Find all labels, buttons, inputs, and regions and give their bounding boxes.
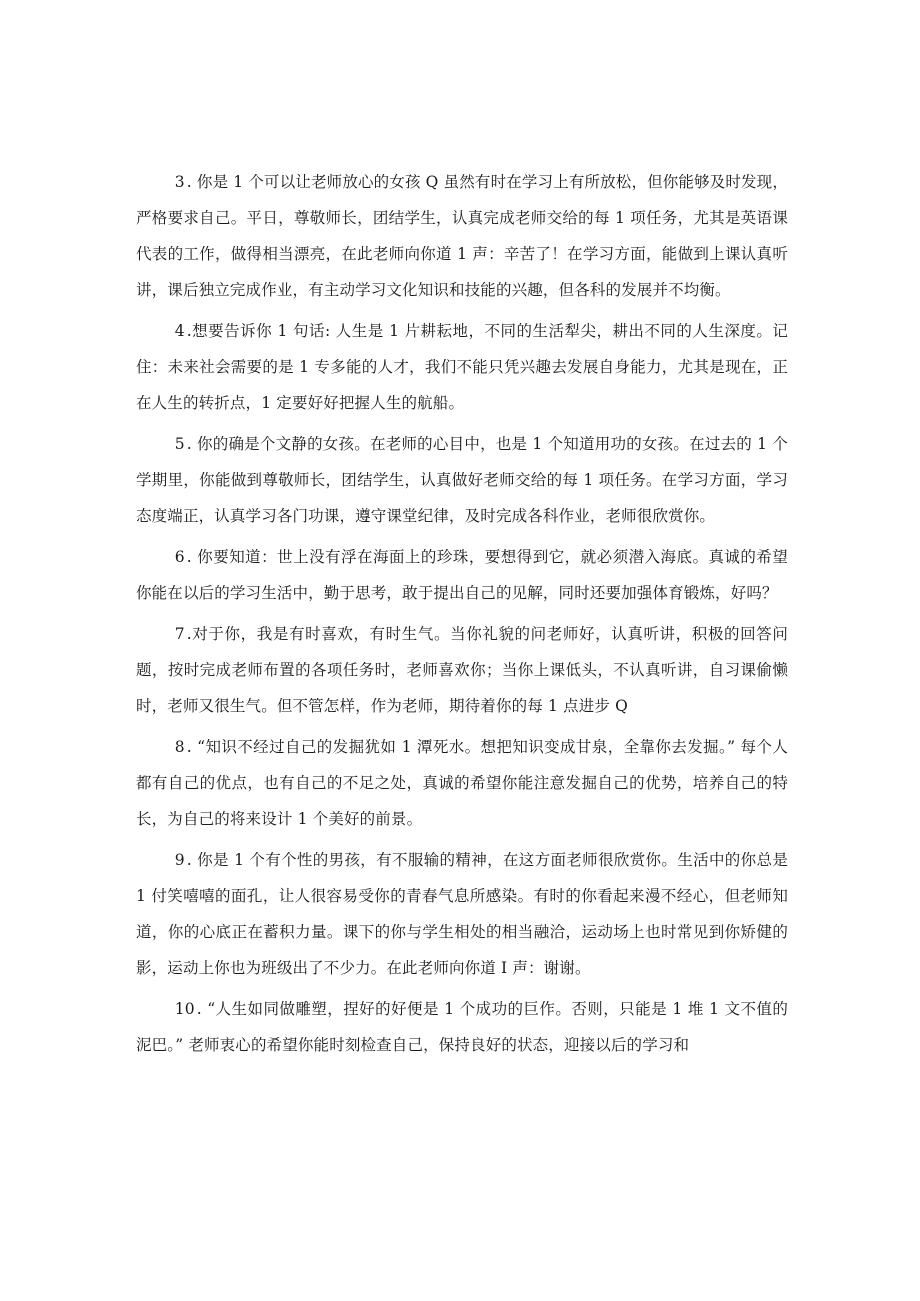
paragraph-number: 5 [174, 435, 185, 453]
paragraph-5 [136, 426, 788, 534]
paragraph-7 [136, 616, 788, 724]
paragraph-text: . “人生如同做雕塑，捏好的好便是 1 个成功的巨作。否则，只能是 1 堆 1 文不值的泥巴。” 老师衷心的希望你能时刻检查自己，保持良好的状态，迎接以后的学习和 [136, 1000, 788, 1054]
paragraph-number: 3 [174, 173, 185, 191]
paragraph-text: .想要告诉你 1 句话: 人生是 1 片耕耘地，不同的生活犁尖，耕出不同的人生深度。记住：未来社会需要的是 1 专多能的人才，我们不能只凭兴趣去发展自身能力，尤其是现在，正在人生的转折点，1 定要好好把握人生的航船。 [136, 322, 788, 412]
paragraph-6 [136, 539, 788, 611]
paragraph-number: 6 [174, 548, 185, 566]
paragraph-text: .对于你，我是有时喜欢，有时生气。当你礼貌的问老师好，认真听讲，积极的回答问题，按时完成老师布置的各项任务时，老师喜欢你；当你上课低头，不认真听讲，自习课偷懒时，老师又很生气。但不管怎样，作为老师，期待着你的每 1 点进步 Q [136, 625, 788, 715]
paragraph-4 [136, 313, 788, 421]
paragraph-text: . 你是 1 个可以让老师放心的女孩 Q 虽然有时在学习上有所放松，但你能够及时发现，严格要求自己。平日，尊敬师长，团结学生，认真完成老师交给的每 1 项任务，尤其是英语课代表的工作，做得相当漂亮，在此老师向你道 1 声：辛苦了！在学习方面，能做到上课认真听讲，课后独立完成作业，有主动学习文化知识和技能的兴趣，但各科的发展并不均衡。 [136, 173, 788, 299]
paragraph-10 [136, 991, 788, 1063]
document-body [136, 164, 788, 1068]
paragraph-text: . “知识不经过自己的发掘犹如 1 潭死水。想把知识变成甘泉，全靠你去发掘。” 每个人都有自己的优点，也有自己的不足之处，真诚的希望你能注意发掘自己的优势，培养自己的特长，为自己的将来设计 1 个美好的前景。 [136, 738, 788, 828]
paragraph-number: 4 [174, 322, 185, 340]
paragraph-number: 8 [174, 738, 185, 756]
paragraph-number: 7 [174, 625, 185, 643]
paragraph-9 [136, 842, 788, 986]
paragraph-number: 10 [174, 1000, 195, 1018]
paragraph-text: . 你要知道：世上没有浮在海面上的珍珠，要想得到它，就必须潜入海底。真诚的希望你能在以后的学习生活中，勤于思考，敢于提出自己的见解，同时还要加强体育锻炼，好吗？ [136, 548, 788, 602]
paragraph-text: . 你是 1 个有个性的男孩，有不服输的精神，在这方面老师很欣赏你。生活中的你总是 1 付笑嘻嘻的面孔，让人很容易受你的青春气息所感染。有时的你看起来漫不经心，但老师知道，你的心底正在蓄积力量。课下的你与学生相处的相当融洽，运动场上也时常见到你矫健的影，运动上你也为班级出了不少力。在此老师向你道 I 声：谢谢。 [136, 851, 788, 977]
paragraph-number: 9 [174, 851, 185, 869]
paragraph-3 [136, 164, 788, 308]
paragraph-text: . 你的确是个文静的女孩。在老师的心目中，也是 1 个知道用功的女孩。在过去的 1 个学期里，你能做到尊敬师长，团结学生，认真做好老师交给的每 1 项任务。在学习方面，学习态度端正，认真学习各门功课，遵守课堂纪律，及时完成各科作业，老师很欣赏你。 [136, 435, 788, 525]
paragraph-8 [136, 729, 788, 837]
